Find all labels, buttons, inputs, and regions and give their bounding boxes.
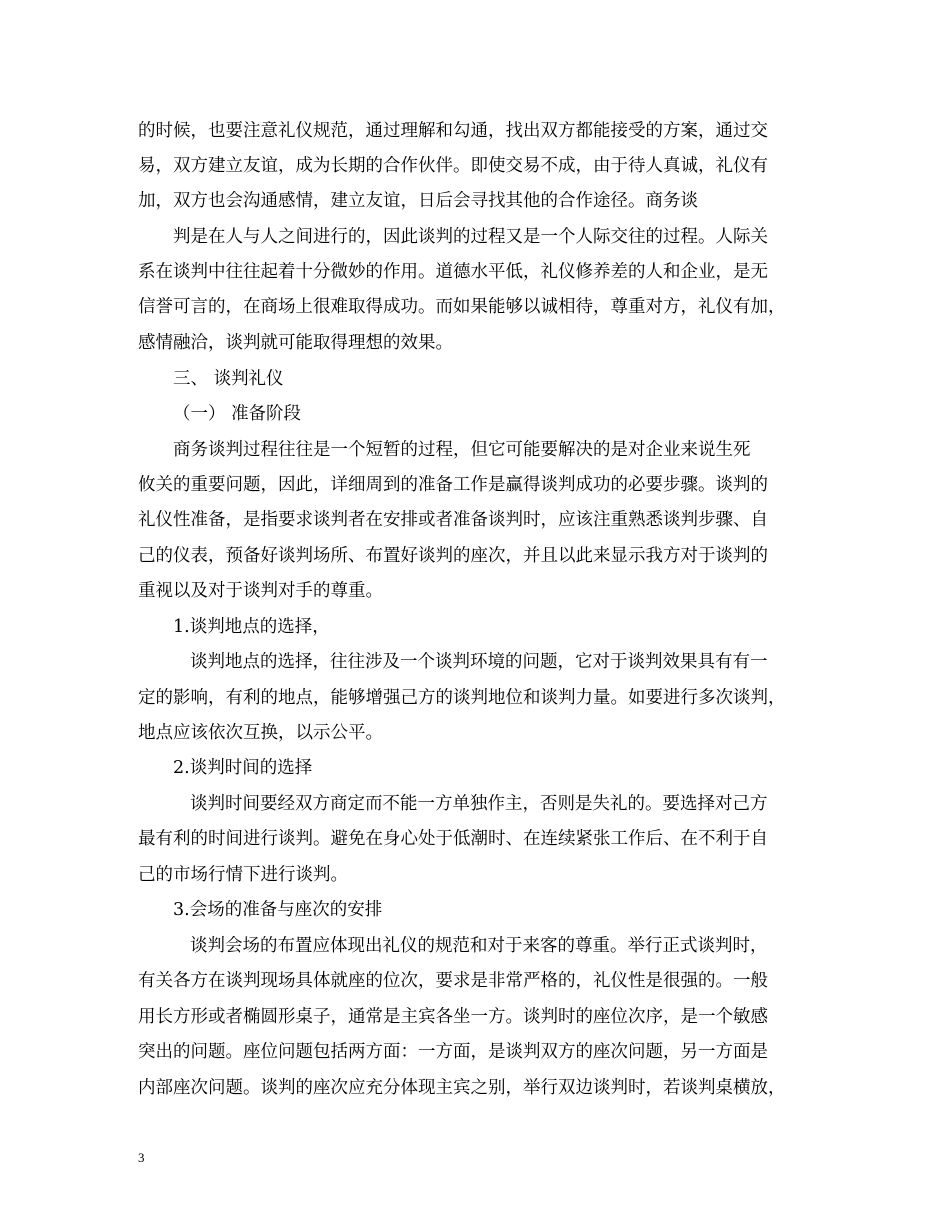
item-heading-3: 3.会场的准备与座次的安排	[173, 900, 383, 920]
text-line-21: 最有利的时间进行谈判。避免在身心处于低潮时、在连续紧张工作后、在不利于自	[138, 829, 768, 849]
page-number: 3	[138, 1150, 145, 1165]
text-line-25: 有关各方在谈判现场具体就座的位次，要求是非常严格的，礼仪性是很强的。一般	[138, 971, 768, 991]
text-line-11: 攸关的重要问题，因此，详细周到的准备工作是赢得谈判成功的必要步骤。谈判的	[138, 475, 768, 495]
text-line-17: 定的影响，有利的地点，能够增强己方的谈判地位和谈判力量。如要进行多次谈判，	[138, 688, 786, 708]
text-line-22: 己的市场行情下进行谈判。	[138, 865, 348, 885]
text-line-16: 谈判地点的选择，往往涉及一个谈判环境的问题，它对于谈判效果具有有一	[190, 652, 768, 672]
text-line-2: 易，双方建立友谊，成为长期的合作伙伴。即使交易不成，由于待人真诚，礼仪有	[138, 156, 768, 176]
text-line-18: 地点应该依次互换，以示公平。	[138, 723, 383, 743]
text-line-28: 内部座次问题。谈判的座次应充分体现主宾之别，举行双边谈判时，若谈判桌横放，	[138, 1078, 786, 1098]
text-line-1: 的时候，也要注意礼仪规范，通过理解和勾通，找出双方都能接受的方案，通过交	[138, 121, 768, 141]
text-line-20: 谈判时间要经双方商定而不能一方单独作主，否则是失礼的。要选择对己方	[190, 794, 768, 814]
text-line-26: 用长方形或者椭圆形桌子，通常是主宾各坐一方。谈判时的座位次序，是一个敏感	[138, 1007, 768, 1027]
text-line-13: 己的仪表，预备好谈判场所、布置好谈判的座次，并且以此来显示我方对于谈判的	[138, 546, 768, 566]
text-line-27: 突出的问题。座位问题包括两方面：一方面，是谈判双方的座次问题，另一方面是	[138, 1042, 768, 1062]
text-line-24: 谈判会场的布置应体现出礼仪的规范和对于来客的尊重。举行正式谈判时，	[190, 936, 768, 956]
text-line-14: 重视以及对于谈判对手的尊重。	[138, 581, 383, 601]
text-line-12: 礼仪性准备，是指要求谈判者在安排或者准备谈判时，应该注重熟悉谈判步骤、自	[138, 510, 768, 530]
text-line-6: 信誉可言的，在商场上很难取得成功。而如果能够以诚相待，尊重对方，礼仪有加，	[138, 297, 786, 317]
subsection-heading: （一） 准备阶段	[173, 404, 302, 424]
text-line-7: 感情融洽，谈判就可能取得理想的效果。	[138, 333, 453, 353]
text-line-10: 商务谈判过程往往是一个短暂的过程，但它可能要解决的是对企业来说生死	[173, 440, 751, 460]
text-line-5: 系在谈判中往往起着十分微妙的作用。道德水平低，礼仪修养差的人和企业，是无	[138, 262, 768, 282]
text-line-4: 判是在人与人之间进行的，因此谈判的过程又是一个人际交往的过程。人际关	[173, 227, 768, 247]
section-heading: 三、 谈判礼仪	[173, 369, 284, 389]
text-line-3: 加，双方也会沟通感情，建立友谊，日后会寻找其他的合作途径。商务谈	[138, 191, 698, 211]
item-heading-1: 1.谈判地点的选择，	[173, 617, 330, 637]
item-heading-2: 2.谈判时间的选择	[173, 758, 313, 778]
